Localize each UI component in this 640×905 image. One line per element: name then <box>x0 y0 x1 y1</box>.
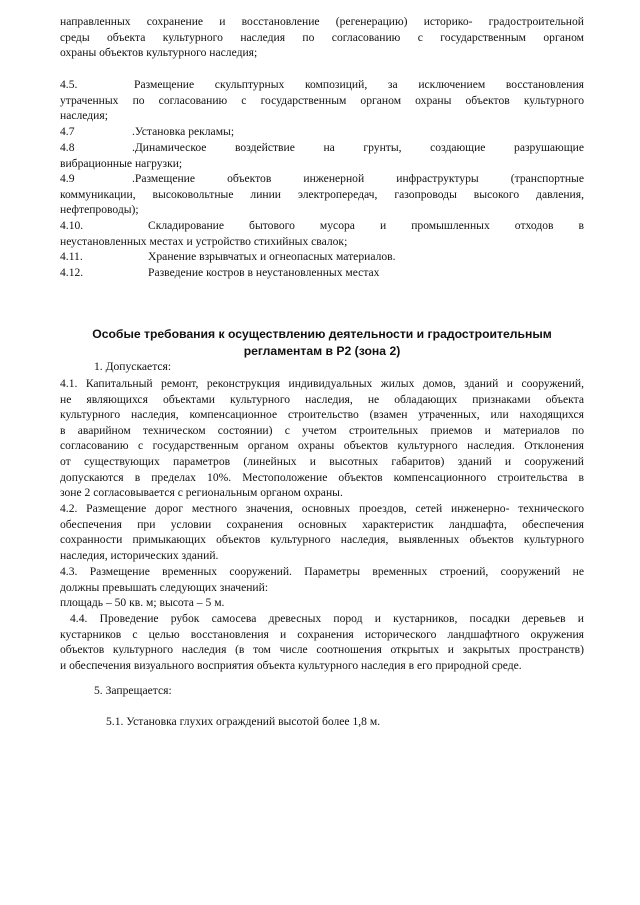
text-line: и обеспечения визуального восприятия объекта культурного наследия в его природной среде. <box>60 658 522 672</box>
heading-line: регламентам в Р2 (зона 2) <box>243 343 401 358</box>
item-text: .Динамическое воздействие на грунты, создающие разрушающие <box>132 141 584 154</box>
list-item-4-8 <box>60 140 584 171</box>
text-line: среды объекта культурного наследия по согласованию с государственным органом <box>60 30 584 44</box>
text-line: 4.1. Капитальный ремонт, реконструкция индивидуальных жилых домов, зданий и сооружений, <box>60 377 584 390</box>
prohibited-label: 5. Запрещается: <box>94 684 172 697</box>
text-line: зоне 2 согласовывается с региональным органом охраны. <box>60 486 343 500</box>
intro-paragraph <box>60 14 584 61</box>
list-item-4-12 <box>60 265 584 281</box>
item-number: 4.9 <box>60 172 75 185</box>
list-item-4-9 <box>60 171 584 218</box>
allowed-label-block <box>60 359 584 375</box>
item-number: 4.11. <box>60 250 83 263</box>
text-line: нефтепроводы); <box>60 203 139 217</box>
section-heading <box>60 326 584 359</box>
item-text: .Установка рекламы; <box>132 125 235 138</box>
text-line: утраченных по согласованию с государственным органом охраны объектов культурного <box>60 93 584 107</box>
text-line: сохранности примыкающих объектов культурного наследия, выявленных объектов культурного <box>60 533 584 547</box>
item-number: 4.7 <box>60 125 75 138</box>
paragraph-4-2 <box>60 501 584 563</box>
text-line: направленных сохранение и восстановление (регенерацию) историко- градостроительной <box>60 15 584 28</box>
text-line: объектов культурного наследия (в том числе соотношения открытых и закрытых пространств) <box>60 643 584 657</box>
text-line: в аварийном техническом состоянии) с учетом строительных приемов и материалов по <box>60 423 584 437</box>
list-item-4-10 <box>60 218 584 249</box>
item-number: 4.10. <box>60 219 84 232</box>
text-line: площадь – 50 кв. м; высота – 5 м. <box>60 596 225 610</box>
text-line: наследия, исторических зданий. <box>60 548 219 562</box>
item-text: Складирование бытового мусора и промышленных отходов в <box>148 219 584 232</box>
paragraph-4-1 <box>60 376 584 501</box>
text-line: согласованию с государственным органом охраны объектов культурного наследия. Отклонения <box>60 439 584 453</box>
text-line: 4.4. Проведение рубок самосева древесных пород и кустарников, посадки деревьев и <box>70 612 584 625</box>
list-item-4-11 <box>60 249 584 265</box>
list-item-4-5 <box>60 77 584 124</box>
text-line: кустарников с целью восстановления и сохранения исторического ландшафтного окружения <box>60 627 584 641</box>
item-text: .Размещение объектов инженерной инфраструктуры (транспортные <box>132 172 584 185</box>
text-line: наследия; <box>60 109 108 123</box>
text-line: неустановленных местах и устройство стихийных свалок; <box>60 234 348 248</box>
item-text: Разведение костров в неустановленных местах <box>148 266 380 279</box>
text-line: культурного наследия, компенсационное строительство (взамен утраченных, или находящихся <box>60 408 584 422</box>
item-number: 4.5. <box>60 78 78 91</box>
text-line: коммуникации, высоковольтные линии электропередач, газопроводы высокого давления, <box>60 187 584 201</box>
text-line: от существующих параметров (линейных и высотных габаритов) зданий и сооружений <box>60 454 584 468</box>
item-text: Размещение скульптурных композиций, за исключением восстановления <box>134 78 584 91</box>
item-text: Хранение взрывчатых и огнеопасных материалов. <box>148 250 396 263</box>
item-5-1: 5.1. Установка глухих ограждений высотой более 1,8 м. <box>106 715 381 728</box>
text-line: охраны объектов культурного наследия; <box>60 46 258 60</box>
item-number: 4.12. <box>60 266 84 279</box>
heading-line: Особые требования к осуществлению деятельности и градостроительным <box>92 327 552 341</box>
text-line: должны превышать следующих значений: <box>60 580 269 594</box>
text-line: допускаются в пределах 10%. Местоположение объектов компенсационного строительства в <box>60 470 584 484</box>
item-5-1-block <box>60 714 584 730</box>
text-line: 4.3. Размещение временных сооружений. Параметры временных строений, сооружений не <box>60 565 584 578</box>
text-line: обеспечения при условии сохранения основных характеристик ландшафта, обеспечения <box>60 517 584 531</box>
text-line: 4.2. Размещение дорог местного значения, основных проездов, сетей инженерно- технического <box>60 502 584 515</box>
text-line: вибрационные нагрузки; <box>60 156 183 170</box>
prohibited-label-block <box>60 683 584 699</box>
list-item-4-7 <box>60 124 584 140</box>
item-number: 4.8 <box>60 141 75 154</box>
paragraph-4-4 <box>60 611 584 673</box>
text-line: не являющихся объектами культурного наследия, не обладающих признаками объекта <box>60 392 584 406</box>
allowed-label: 1. Допускается: <box>94 360 172 373</box>
paragraph-4-3 <box>60 564 584 611</box>
